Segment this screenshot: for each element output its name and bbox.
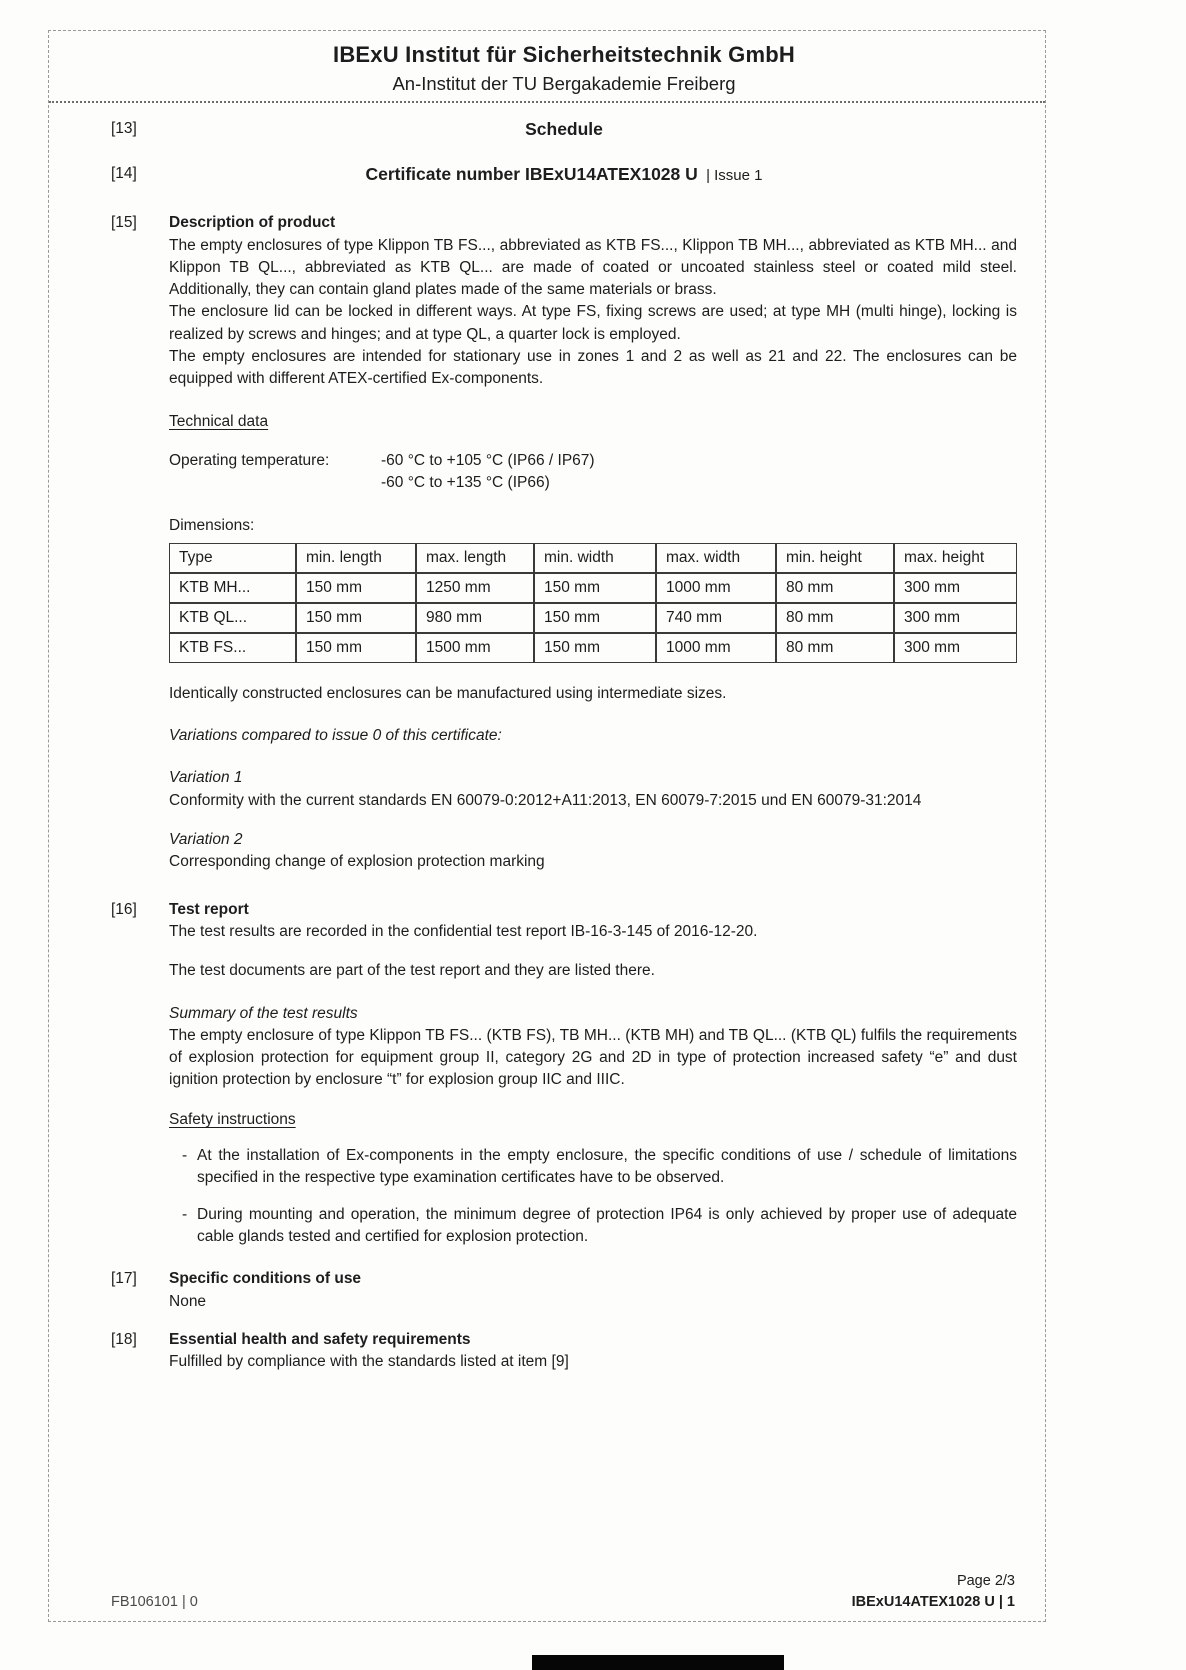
summary-heading: Summary of the test results [169, 1004, 358, 1022]
item-ref-16: [16] [111, 900, 137, 918]
health-safety-text: Fulfilled by compliance with the standards listed at item [9] [169, 1353, 569, 1371]
variation-2-heading: Variation 2 [169, 831, 243, 849]
table-cell: 80 mm [776, 603, 894, 633]
item-ref-18: [18] [111, 1330, 137, 1348]
table-cell: 300 mm [894, 603, 1017, 633]
schedule-title: Schedule [525, 119, 603, 139]
section-health-safety [111, 1329, 1017, 1374]
test-report-paragraph-1: The test results are recorded in the confidential test report IB-16-3-145 of 2016-12-20. [169, 922, 758, 940]
item-ref-17: [17] [111, 1270, 137, 1288]
table-cell: 150 mm [534, 603, 656, 633]
section-specific-conditions [111, 1268, 1017, 1313]
page-footer [111, 1571, 1015, 1612]
table-cell: 150 mm [296, 573, 416, 603]
section-description-of-product [111, 212, 1017, 873]
technical-data-heading: Technical data [169, 412, 269, 430]
table-cell: 1250 mm [416, 573, 534, 603]
safety-instructions-heading: Safety instructions [169, 1110, 296, 1128]
table-cell: 980 mm [416, 603, 534, 633]
operating-temperature-value-2: -60 °C to +135 °C (IP66) [381, 474, 550, 492]
test-report-paragraph-2: The test documents are part of the test report and they are listed there. [169, 962, 655, 980]
variations-intro: Variations compared to issue 0 of this certificate: [169, 727, 502, 745]
table-cell: 740 mm [656, 603, 776, 633]
safety-instruction-item [169, 1204, 1017, 1249]
form-number: FB106101 | 0 [111, 1594, 198, 1610]
footer-certificate-number: IBExU14ATEX1028 U | 1 [851, 1594, 1015, 1610]
certificate-line [111, 163, 1017, 187]
table-cell: 80 mm [776, 573, 894, 603]
table-cell: 1500 mm [416, 633, 534, 663]
table-cell: 150 mm [296, 603, 416, 633]
specific-conditions-heading: Specific conditions of use [169, 1270, 362, 1288]
table-header-row [169, 543, 1017, 573]
table-row-ktb-fs [169, 633, 1017, 663]
operating-temperature-block [169, 450, 1017, 495]
certificate-row [111, 163, 1017, 187]
safety-instruction-text-2: During mounting and operation, the minimum degree of protection IP64 is only achieved by proper use of adequate cable glands tested and certified for explosion protection. [197, 1205, 1017, 1245]
table-cell: 300 mm [894, 573, 1017, 603]
section-test-report [111, 899, 1017, 1249]
health-safety-heading: Essential health and safety requirements [169, 1330, 471, 1348]
table-cell: 300 mm [894, 633, 1017, 663]
header-divider [49, 101, 1045, 103]
table-cell: KTB MH... [169, 573, 296, 603]
variation-1-text: Conformity with the current standards EN 60079-0:2012+A11:2013, EN 60079-7:2015 und EN 60079-31:2014 [169, 791, 922, 809]
item-ref-14: [14] [111, 165, 137, 182]
table-row-ktb-mh [169, 573, 1017, 603]
table-header-max-height: max. height [894, 543, 1017, 573]
operating-temperature-values [381, 450, 595, 495]
table-header-min-height: min. height [776, 543, 894, 573]
table-header-max-width: max. width [656, 543, 776, 573]
certificate-issue: | Issue 1 [706, 167, 763, 184]
table-header-max-length: max. length [416, 543, 534, 573]
table-cell: 150 mm [296, 633, 416, 663]
document-body [111, 118, 1017, 1373]
dash-bullet-icon: - [182, 1147, 188, 1165]
summary-text: The empty enclosure of type Klippon TB FS... (KTB FS), TB MH... (KTB MH) and TB QL... (KTB QL) fulfils the requirements of explosion protection for equipment group II, category 2G and 2D in type of protection increased safety “e” and dust ignition protection by enclosure “t” for explosion group IIC and IIIC. [169, 1026, 1017, 1089]
page-frame [48, 30, 1046, 1622]
specific-conditions-text: None [169, 1292, 207, 1310]
intermediate-sizes-note: Identically constructed enclosures can be manufactured using intermediate sizes. [169, 684, 727, 702]
certificate-number: Certificate number IBExU14ATEX1028 U [365, 164, 698, 184]
description-paragraph-1: The empty enclosures of type Klippon TB FS..., abbreviated as KTB FS..., Klippon TB MH..., abbreviated as KTB MH... and Klippon TB QL..., abbreviated as KTB QL... are made of coated or uncoated stainless steel or coated mild steel. Additionally, they can contain gland plates made of the same materials or brass. [169, 236, 1017, 299]
table-header-type: Type [169, 543, 296, 573]
document-header [111, 31, 1017, 96]
table-cell: KTB QL... [169, 603, 296, 633]
variation-1-heading: Variation 1 [169, 769, 243, 787]
table-cell: 80 mm [776, 633, 894, 663]
institute-name: IBExU Institut für Sicherheitstechnik GmbH [333, 42, 795, 67]
operating-temperature-label: Operating temperature: [169, 451, 330, 469]
description-paragraph-3: The empty enclosures are intended for stationary use in zones 1 and 2 as well as 21 and 22. The enclosures can be equipped with different ATEX-certified Ex-components. [169, 348, 1017, 388]
page-number: Page 2/3 [956, 1573, 1015, 1589]
description-heading: Description of product [169, 214, 336, 232]
schedule-row [111, 118, 1017, 141]
table-row-ktb-ql [169, 603, 1017, 633]
table-cell: KTB FS... [169, 633, 296, 663]
scan-artifact [532, 1655, 784, 1670]
dimensions-label: Dimensions: [169, 516, 255, 534]
item-ref-15: [15] [111, 214, 137, 232]
safety-instruction-item [169, 1145, 1017, 1190]
table-header-min-width: min. width [534, 543, 656, 573]
footer-right-block [852, 1571, 1015, 1612]
variation-2-text: Corresponding change of explosion protection marking [169, 853, 545, 871]
operating-temperature-value-1: -60 °C to +105 °C (IP66 / IP67) [381, 451, 595, 469]
table-cell: 1000 mm [656, 573, 776, 603]
item-ref-13: [13] [111, 120, 137, 137]
table-cell: 150 mm [534, 633, 656, 663]
table-cell: 150 mm [534, 573, 656, 603]
description-paragraph-2: The enclosure lid can be locked in different ways. At type FS, fixing screws are used; at type MH (multi hinge), locking is realized by screws and hinges; and at type QL, a quarter lock is employed. [169, 303, 1017, 343]
test-report-heading: Test report [169, 900, 249, 918]
safety-instruction-text-1: At the installation of Ex-components in the empty enclosure, the specific conditions of use / schedule of limitations specified in the respective type examination certificates have to be observed. [197, 1147, 1017, 1187]
table-cell: 1000 mm [656, 633, 776, 663]
dimensions-table [169, 543, 1017, 663]
dash-bullet-icon: - [182, 1205, 188, 1223]
institute-subtitle: An-Institut der TU Bergakademie Freiberg [392, 73, 736, 94]
table-header-min-length: min. length [296, 543, 416, 573]
